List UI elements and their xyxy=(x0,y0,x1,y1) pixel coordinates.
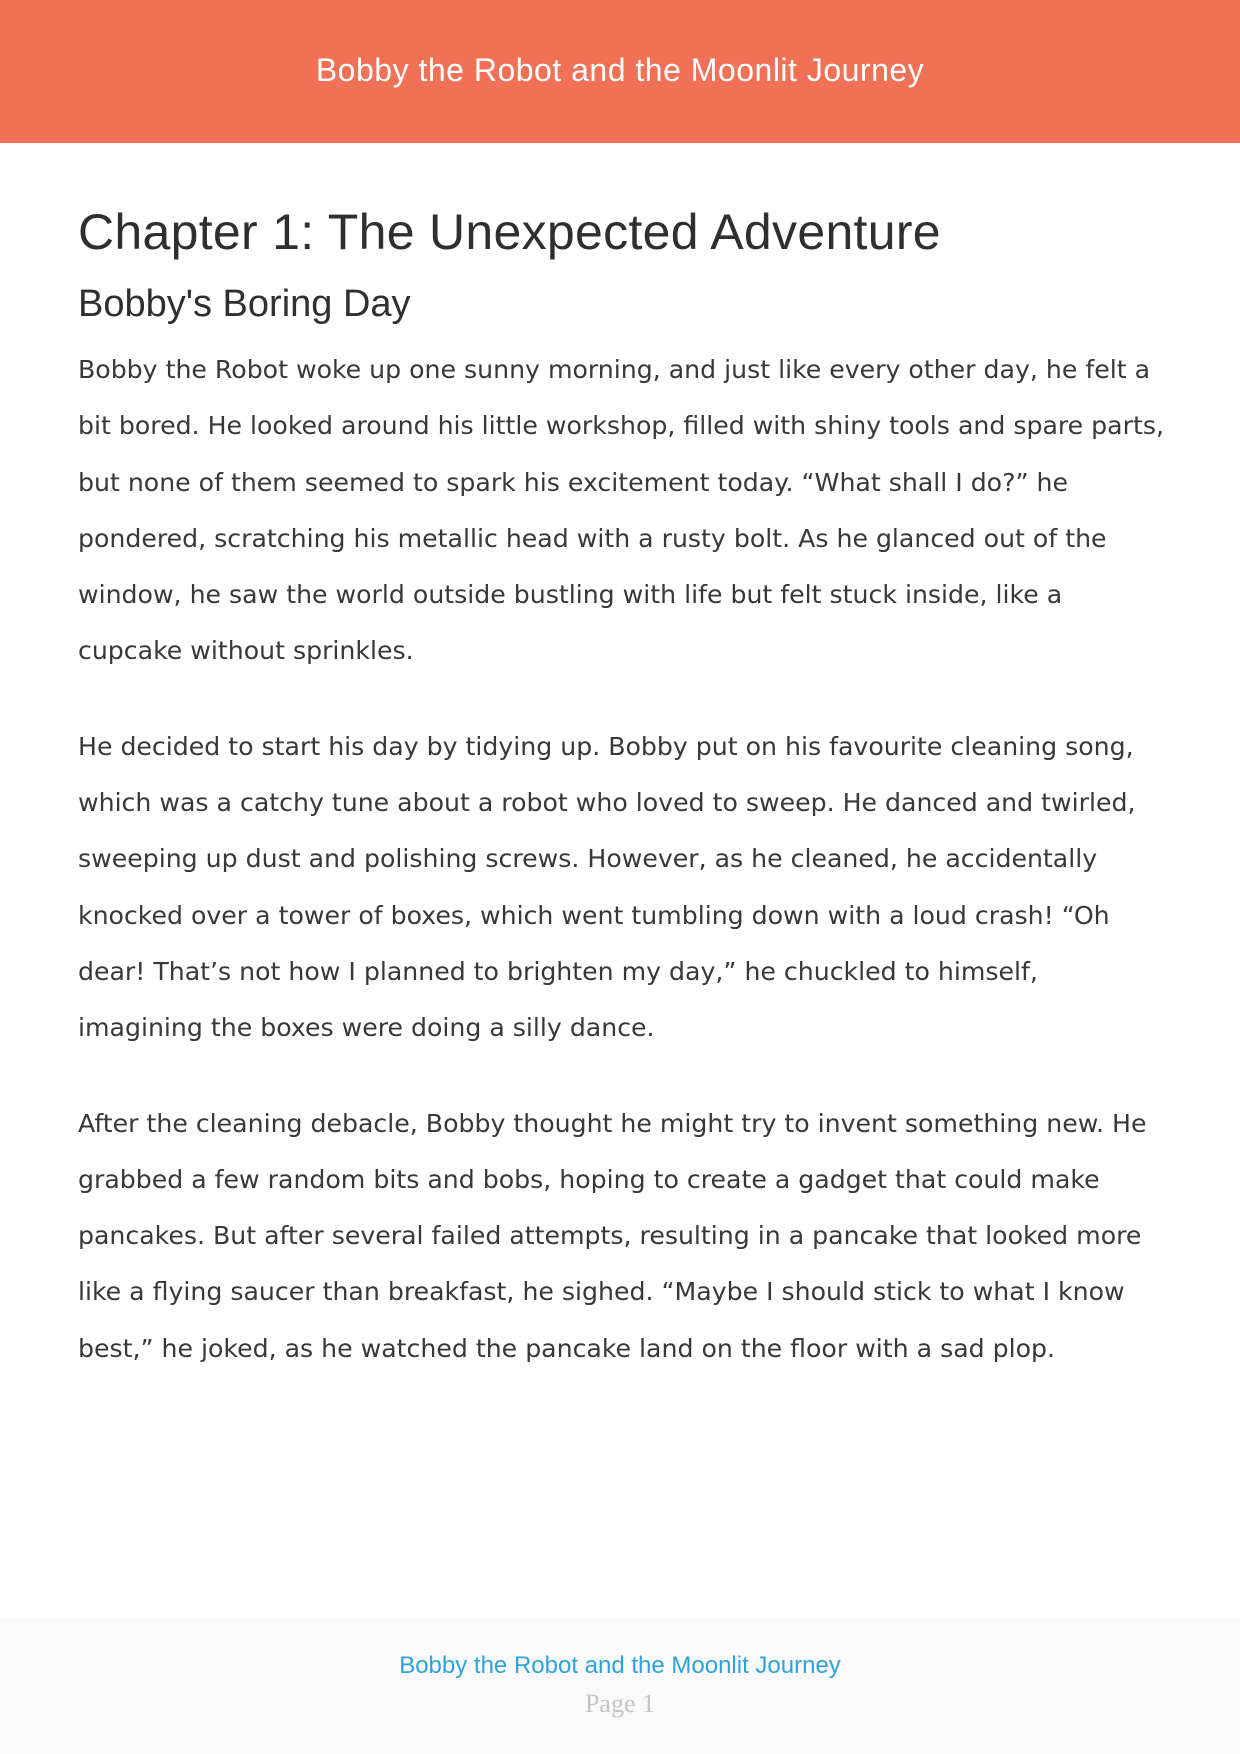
paragraph-3: After the cleaning debacle, Bobby thought he might try to invent something new. He grabbed a few random bits and bobs, hoping to create a gadget that could make pancakes. But after several failed attempts, resulting in a pancake that looked more like a flying saucer than breakfast, he sighed. “Maybe I should stick to what I know best,” he joked, as he watched the pancake land on the floor with a sad plop. xyxy=(78,1108,1147,1363)
page-content xyxy=(78,196,1168,1377)
chapter-title: Chapter 1: The Unexpected Adventure xyxy=(78,204,941,260)
page-footer xyxy=(0,1618,1240,1754)
book-title-header: Bobby the Robot and the Moonlit Journey xyxy=(315,52,925,88)
footer-book-title: Bobby the Robot and the Moonlit Journey xyxy=(399,1652,841,1679)
page-number: Page 1 xyxy=(584,1689,656,1718)
section-title: Bobby's Boring Day xyxy=(78,283,411,325)
paragraph-2: He decided to start his day by tidying up. Bobby put on his favourite cleaning song, which was a catchy tune about a robot who loved to sweep. He danced and twirled, sweeping up dust and polishing screws. However, as he cleaned, he accidentally knocked over a tower of boxes, which went tumbling down with a loud crash! “Oh dear! That’s not how I planned to brighten my day,” he chuckled to himself, imagining the boxes were doing a silly dance. xyxy=(78,731,1136,1043)
paragraph-1: Bobby the Robot woke up one sunny morning, and just like every other day, he felt a bit bored. He looked around his little workshop, filled with shiny tools and spare parts, but none of them seemed to spark his excitement today. “What shall I do?” he pondered, scratching his metallic head with a rusty bolt. As he glanced out of the window, he saw the world outside bustling with life but felt stuck inside, like a cupcake without sprinkles. xyxy=(78,355,1164,666)
header-band xyxy=(0,0,1240,143)
